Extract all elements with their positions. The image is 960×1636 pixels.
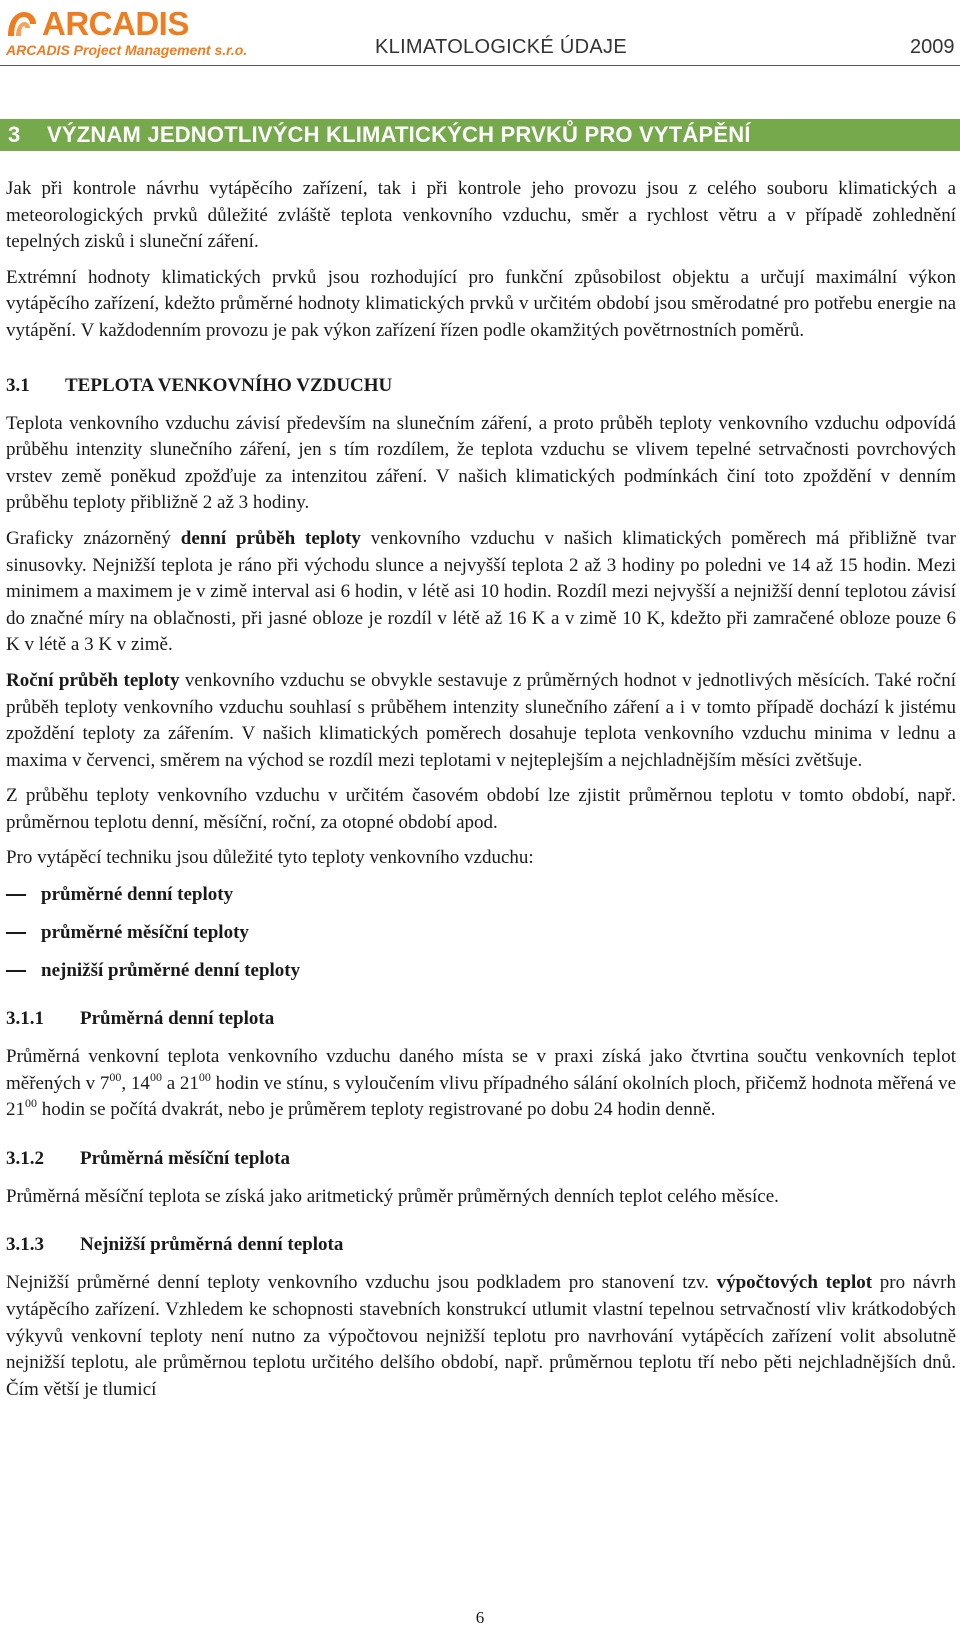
section-heading-3-1-3	[6, 1232, 956, 1258]
section-3-1-3-paragraph	[6, 1270, 956, 1403]
chapter-number: 3	[8, 122, 21, 147]
intro-paragraph-2: Extrémní hodnoty klimatických prvků jsou rozhodující pro funkční způsobilost objektu a určují maximální výkon vytápěcího zařízení, kdežto průměrné hodnoty klimatických prvků v určitém období jsou směrodatné pro potřebu energie na vytápění. V každodenním provozu je pak výkon zařízení řízen podle okamžitých povětrnostních poměrů.	[6, 266, 956, 341]
dash-bullet	[6, 932, 26, 934]
text-run: , 14	[121, 1072, 150, 1094]
text-run: hodin se počítá dvakrát, nebo je průměrem teploty registrované po dobu 24 hodin denně.	[37, 1099, 716, 1121]
arcadis-logo-icon	[4, 6, 40, 42]
header-title: KLIMATOLOGICKÉ ÚDAJE	[375, 36, 627, 58]
section-3-1-paragraph-2	[6, 526, 956, 659]
section-heading-3-1-2	[6, 1146, 956, 1172]
section-3-1-paragraph-4: Z průběhu teploty venkovního vzduchu v určitém časovém období lze zjistit průměrnou teplotu v tomto období, např. průměrnou teplotu denní, měsíční, roční, za otopné období apod.	[6, 785, 956, 833]
logo-wordmark: ARCADIS	[42, 5, 189, 42]
superscript: 00	[25, 1096, 37, 1111]
temperature-types-list	[6, 882, 956, 984]
list-item-label: průměrné měsíční teploty	[41, 922, 249, 944]
text-run: venkovního vzduchu v našich klimatických poměrech má přibližně tvar sinusovky. Nejnižší teplota je ráno při východu slunce a nejvyšší teplota 2 až 3 hodiny po poledni ve 14 až 15 hodin. Mezi minimem a maximem je v zimě interval asi 6 hodin, v létě asi 10 hodin. Rozdíl mezi nejvyšší a nejnižší denní teplotou závisí do značné míry na oblačnosti, při jasné obloze je rozdíl v létě až 16 K a v zimě 10 K, kdežto při zamračené obloze pouze 6 K v létě a 3 K v zimě.	[6, 527, 956, 656]
section-heading-3-1	[6, 373, 956, 399]
section-title: Nejnižší průměrná denní teplota	[80, 1234, 344, 1256]
bold-term: Roční průběh teploty	[6, 669, 180, 691]
text-run: pro návrh vytápěcího zařízení. Vzhledem ke schopnosti stavebních konstrukcí utlumit vlastní tepelnou setrvačností vliv krátkodobých výkyvů venkovní teploty není nutno za výpočtovou nejnižší teplotu pro navrhování vytápěcích zařízení volit absolutně nejnižší teplotu, ale průměrnou teplotu určitého delšího období, např. průměrnou teplotu tří nebo pěti nejchladnějších dnů. Čím větší je tlumicí	[6, 1272, 957, 1400]
document-body	[6, 176, 956, 1412]
page-number: 6	[475, 1608, 485, 1627]
section-title: TEPLOTA VENKOVNÍHO VZDUCHU	[65, 374, 393, 396]
text-run: venkovního vzduchu se obvykle sestavuje z průměrných hodnot v jednotlivých měsících. Také roční průběh teploty venkovního vzduchu souhlasí s průběhem intenzity slunečního záření a i v tomto případě dochází k jistému zpoždění teploty za zářením. V našich klimatických poměrech dosahuje teplota venkovního vzduchu minima v lednu a maxima v červenci, směrem na východ se rozdíl mezi teplotami v nejteplejším a nejchladnějším měsíci zvětšuje.	[6, 669, 956, 771]
section-title: Průměrná denní teplota	[80, 1008, 275, 1030]
section-number: 3.1.2	[6, 1147, 44, 1169]
chapter-banner	[0, 119, 960, 151]
bold-term: výpočtových teplot	[716, 1272, 873, 1294]
text-run: Nejnižší průměrné denní teploty venkovního vzduchu jsou podkladem pro stanovení tzv.	[6, 1272, 717, 1294]
section-number: 3.1	[6, 374, 30, 396]
page-header	[0, 0, 960, 70]
chapter-title: VÝZNAM JEDNOTLIVÝCH KLIMATICKÝCH PRVKŮ PRO VYTÁPĚNÍ	[47, 122, 751, 147]
header-year: 2009	[910, 36, 955, 58]
dash-bullet	[6, 970, 26, 972]
superscript: 00	[109, 1069, 122, 1084]
arcadis-logo	[4, 4, 274, 60]
list-item	[6, 958, 956, 984]
section-3-1-paragraph-5: Pro vytápěcí techniku jsou důležité tyto teploty venkovního vzduchu:	[6, 847, 534, 869]
text-run: hodin ve stínu, s vyloučením vlivu případného sálání okolních ploch, přičemž hodnota měřená ve 21	[6, 1072, 957, 1121]
section-3-1-paragraph-3	[6, 668, 956, 774]
bold-term: denní průběh teploty	[180, 527, 361, 549]
header-divider	[0, 65, 960, 66]
section-3-1-paragraph-1: Teplota venkovního vzduchu závisí především na slunečním záření, a proto průběh teploty venkovního vzduchu odpovídá průběhu intenzity slunečního záření, jen s tím rozdílem, že teplota vzduchu se vlivem tepelné setrvačnosti povrchových vrstev země poněkud zpožďuje za intenzitou záření. V našich klimatických podmínkách činí toto zpoždění v denním průběhu teploty přibližně 2 až 3 hodiny.	[6, 412, 956, 514]
text-run: Graficky znázorněný	[6, 527, 181, 549]
intro-paragraph-1: Jak při kontrole návrhu vytápěcího zařízení, tak i při kontrole jeho provozu jsou z celého souboru klimatických a meteorologických prvků důležité zvláště teplota venkovního vzduchu, směr a rychlost větru a v případě zohlednění tepelných zisků i sluneční záření.	[6, 178, 956, 253]
dash-bullet	[6, 894, 26, 896]
section-number: 3.1.3	[6, 1234, 44, 1256]
list-item	[6, 882, 956, 908]
section-heading-3-1-1	[6, 1006, 956, 1032]
list-item-label: průměrné denní teploty	[41, 884, 234, 906]
section-3-1-2-paragraph: Průměrná měsíční teplota se získá jako aritmetický průměr průměrných denních teplot celého měsíce.	[6, 1185, 779, 1207]
list-item-label: nejnižší průměrné denní teploty	[41, 960, 301, 982]
list-item	[6, 920, 956, 946]
text-run: Průměrná venkovní teplota venkovního vzduchu daného místa se v praxi získá jako čtvrtina součtu venkovních teplot měřených v 7	[6, 1046, 956, 1094]
text-run: a 21	[161, 1072, 199, 1094]
superscript: 00	[149, 1069, 162, 1084]
section-title: Průměrná měsíční teplota	[80, 1147, 291, 1169]
section-number: 3.1.1	[6, 1008, 44, 1030]
section-3-1-1-paragraph	[6, 1044, 956, 1124]
logo-company-name: ARCADIS Project Management s.r.o.	[6, 42, 248, 58]
superscript: 00	[198, 1069, 211, 1084]
